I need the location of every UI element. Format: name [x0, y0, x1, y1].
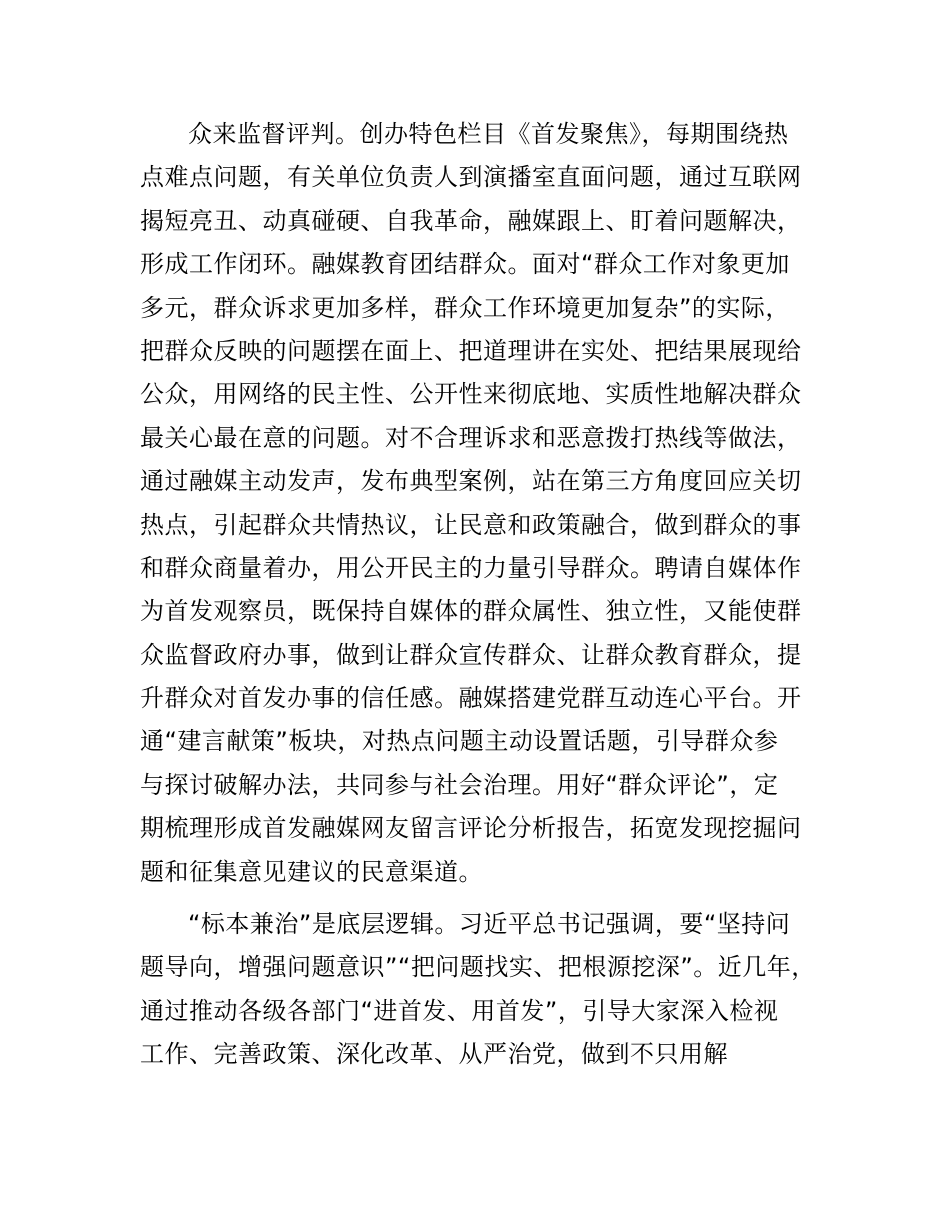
paragraph-line: 众监督政府办事，做到让群众宣传群众、让群众教育群众，提	[140, 640, 802, 669]
paragraph-line: 点难点问题，有关单位负责人到演播室直面问题，通过互联网	[140, 163, 802, 192]
paragraph-line: 与探讨破解办法，共同参与社会治理。用好“群众评论”，定	[140, 770, 779, 799]
paragraph-line: 题导向，增强问题意识”“把问题找实、把根源挖深”。近几年，	[140, 953, 816, 982]
paragraph-line: 热点，引起群众共情热议，让民意和政策融合，做到群众的事	[140, 510, 802, 539]
paragraph-line: 期梳理形成首发融媒网友留言评论分析报告，拓宽发现挖掘问	[140, 814, 802, 843]
paragraph-2	[140, 903, 840, 1077]
paragraph-line: 通过推动各级各部门“进首发、用首发”，引导大家深入检视	[140, 996, 779, 1025]
paragraph-1	[140, 113, 840, 894]
paragraph-line: “标本兼治”是底层逻辑。习近平总书记强调，要“坚持问	[188, 910, 791, 938]
paragraph-line: 公众，用网络的民主性、公开性来彻底地、实质性地解决群众	[140, 380, 802, 409]
paragraph-line: 通“建言献策”板块，对热点问题主动设置话题，引导群众参	[140, 727, 779, 756]
paragraph-line: 题和征集意见建议的民意渠道。	[140, 857, 483, 886]
paragraph-line: 最关心最在意的问题。对不合理诉求和恶意拨打热线等做法，	[140, 423, 802, 452]
paragraph-line: 形成工作闭环。融媒教育团结群众。面对“群众工作对象更加	[140, 250, 790, 279]
paragraph-line: 把群众反映的问题摆在面上、把道理讲在实处、把结果展现给	[140, 336, 802, 365]
paragraph-line: 众来监督评判。创办特色栏目《首发聚焦》，每期围绕热	[188, 120, 789, 148]
paragraph-line: 揭短亮丑、动真碰硬、自我革命，融媒跟上、盯着问题解决，	[140, 206, 802, 235]
paragraph-line: 和群众商量着办，用公开民主的力量引导群众。聘请自媒体作	[140, 553, 802, 582]
paragraph-line: 多元，群众诉求更加多样，群众工作环境更加复杂”的实际，	[140, 293, 790, 322]
paragraph-line: 工作、完善政策、深化改革、从严治党，做到不只用解	[140, 1040, 728, 1069]
paragraph-line: 升群众对首发办事的信任感。融媒搭建党群互动连心平台。开	[140, 684, 802, 713]
paragraph-line: 通过融媒主动发声，发布典型案例，站在第三方角度回应关切	[140, 467, 802, 496]
paragraph-line: 为首发观察员，既保持自媒体的群众属性、独立性，又能使群	[140, 597, 802, 626]
